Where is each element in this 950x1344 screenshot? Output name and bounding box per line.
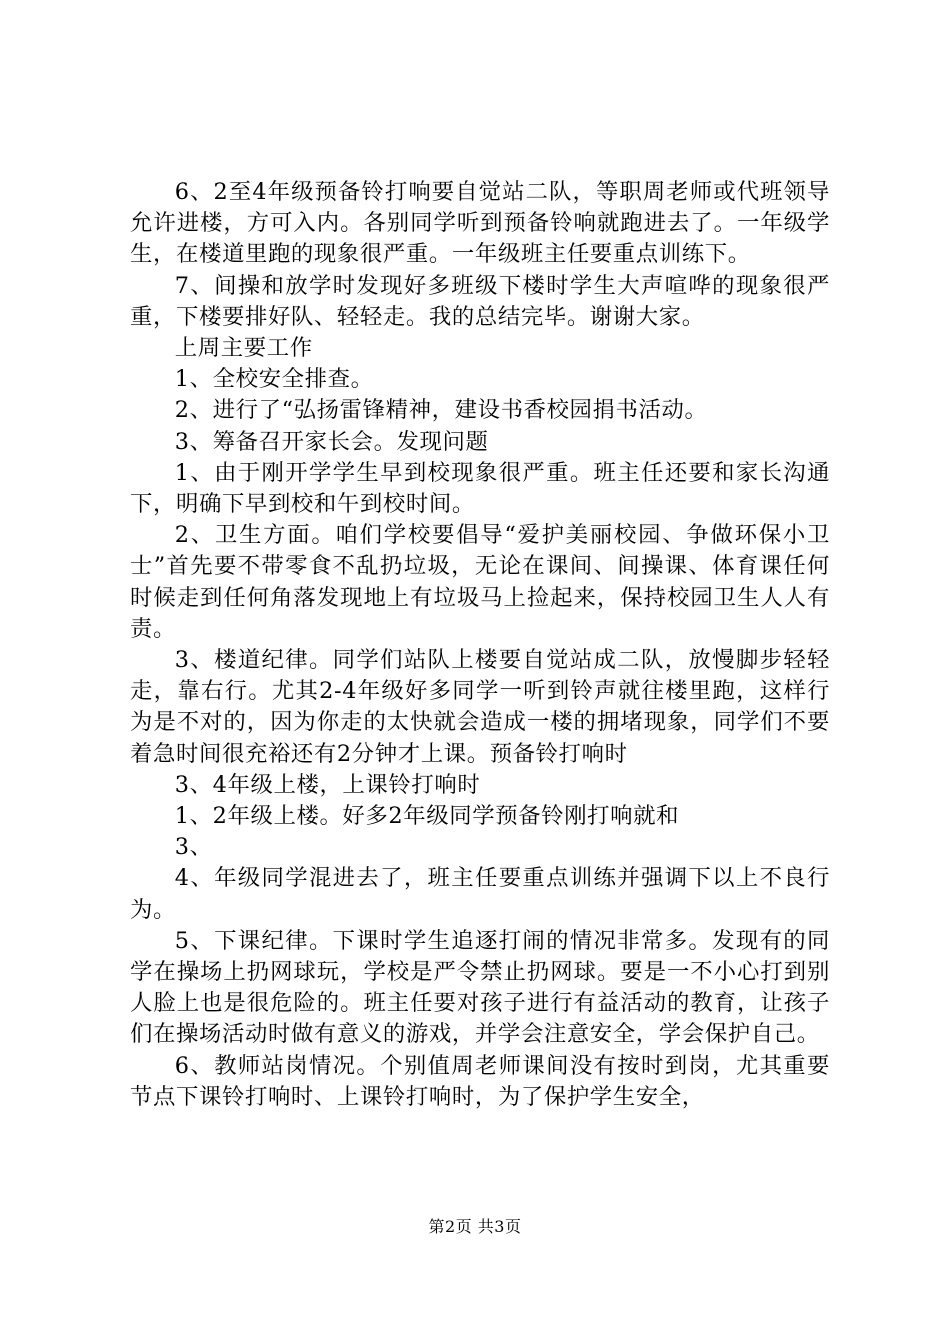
paragraph: 1、全校安全排查。	[174, 366, 374, 393]
paragraph: 3、筹备召开家长会。发现问题	[174, 428, 489, 455]
paragraph: 7、间操和放学时发现好多班级下楼时学生大声喧哗的现象很严重，下楼要排好队、轻轻走。我的总结完毕。谢谢大家。	[130, 272, 830, 330]
paragraph: 4、年级同学混进去了，班主任要重点训练并强调下以上不良行为。	[130, 865, 830, 923]
section-heading: 上周主要工作	[174, 335, 313, 362]
paragraph: 3、4年级上楼，上课铃打响时	[174, 771, 481, 798]
paragraph: 3、	[174, 834, 213, 861]
document-body	[130, 177, 830, 1113]
paragraph: 2、卫生方面。咱们学校要倡导“爱护美丽校园、争做环保小卫士”首先要不带零食不乱扔垃圾，无论在课间、间操课、体育课任何时候走到任何角落发现地上有垃圾马上捡起来，保持校园卫生人人有责。	[130, 522, 830, 642]
paragraph: 6、教师站岗情况。个别值周老师课间没有按时到岗，尤其重要节点下课铃打响时、上课铃打响时，为了保护学生安全，	[130, 1052, 830, 1110]
paragraph: 1、由于刚开学学生早到校现象很严重。班主任还要和家长沟通下，明确下早到校和午到校时间。	[130, 459, 830, 518]
paragraph: 3、楼道纪律。同学们站队上楼要自觉站成二队，放慢脚步轻轻走，靠右行。尤其2-4年级好多同学一听到铃声就往楼里跑，这样行为是不对的，因为你走的太快就会造成一楼的拥堵现象，同学们不要着急时间很充裕还有2分钟才上课。预备铃打响时	[130, 647, 830, 767]
paragraph: 2、进行了“弘扬雷锋精神，建设书香校园捐书活动。	[174, 397, 708, 424]
paragraph: 6、2至4年级预备铃打响要自觉站二队，等职周老师或代班领导允许进楼，方可入内。各别同学听到预备铃响就跑进去了。一年级学生，在楼道里跑的现象很严重。一年级班主任要重点训练下。	[130, 179, 830, 268]
paragraph: 5、下课纪律。下课时学生追逐打闹的情况非常多。发现有的同学在操场上扔网球玩，学校是严令禁止扔网球。要是一不小心打到别人脸上也是很危险的。班主任要对孩子进行有益活动的教育，让孩子们在操场活动时做有意义的游戏，并学会注意安全，学会保护自己。	[130, 927, 830, 1048]
paragraph: 1、2年级上楼。好多2年级同学预备铃刚打响就和	[174, 803, 680, 830]
page-number-footer: 第2页 共3页	[428, 1217, 522, 1236]
